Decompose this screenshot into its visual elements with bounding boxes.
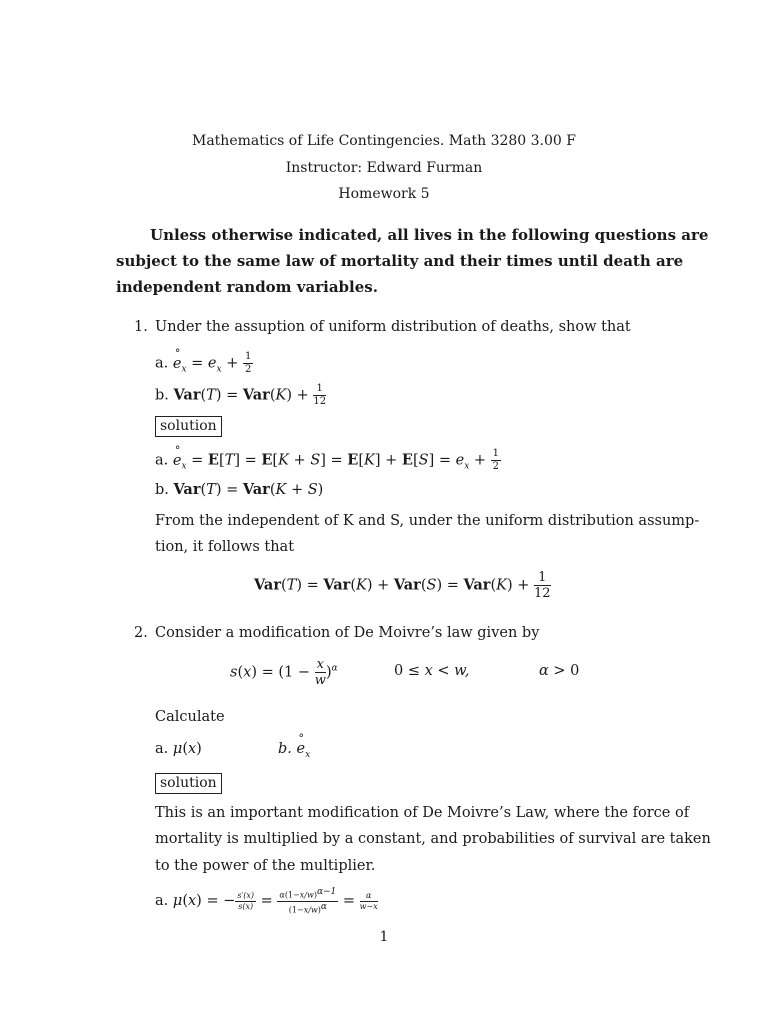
q1-part-a: a. ° $e_x = e_x$ + $\frac{1}{2}$ xyxy=(155,352,253,375)
q2-paragraph-line-1: This is an important modification of De Moivre’s Law, where the force of xyxy=(155,805,690,821)
q2-solution-box xyxy=(155,772,222,791)
q1-a-label: a. xyxy=(155,355,169,372)
q1-solution-b: b. Var(T) = Var(K + S) xyxy=(155,481,324,498)
q2-domain-condition: 0 ≤ x < w, xyxy=(394,663,470,679)
q2-calculate: Calculate xyxy=(155,709,225,725)
q1-sol-a-label: a. xyxy=(155,452,169,469)
q2-number: 2. xyxy=(134,625,148,641)
course-title: Mathematics of Life Contingencies. Math 3280 3.00 F xyxy=(192,133,576,149)
q2-part-a: a. μ(x) xyxy=(155,741,202,757)
page-number: 1 xyxy=(379,929,389,945)
q2-paragraph-line-3: to the power of the multiplier. xyxy=(155,858,376,874)
homework-title: Homework 5 xyxy=(338,186,430,202)
q1-solution-box xyxy=(155,415,222,434)
q2-paragraph-line-2: mortality is multiplied by a constant, and probabilities of survival are taken xyxy=(155,831,711,847)
q2-survival-function: s(x) = (1 − $\frac{x}{w}$ )$^\alpha$ xyxy=(230,657,338,688)
q1-number: 1. xyxy=(134,319,148,335)
q1-solution-label: solution xyxy=(155,416,222,437)
intro-line-2: subject to the same law of mortality and their times until death are xyxy=(116,252,684,270)
q1-solution-a: a. ° $e_x = E[T] = E[K + S] = E[K] + E[S] = e_x$ + $\frac{1}{2}$ xyxy=(155,449,501,472)
q1-paragraph-line-1: From the independent of K and S, under the uniform distribution assump- xyxy=(155,513,700,529)
q1-display-equation: Var(T) = Var(K) + Var(S) = Var(K) + $\frac{1}{12}$ xyxy=(254,570,551,601)
q2-sol-a-label: a. xyxy=(155,893,169,910)
q1-b-label: b. xyxy=(155,387,169,404)
q2-solution-label: solution xyxy=(155,773,222,794)
q1-text: Under the assuption of uniform distribution of deaths, show that xyxy=(155,319,631,335)
q1-sol-b-label: b. xyxy=(155,482,169,498)
q2-a-label: a. xyxy=(155,741,169,757)
q1-part-b: b. Var(T) = Var(K) + $\frac{1}{12}$ xyxy=(155,383,327,407)
q2-b-label: b. xyxy=(278,741,292,757)
intro-line-1: Unless otherwise indicated, all lives in the following questions are xyxy=(150,226,709,244)
q2-solution-a: a. μ(x) = − $\frac{s'(x)}{s(x)}$ = $\frac{\alpha(1-x/w)^{\alpha-1}}{(1-x/w)^\alpha}$ = $\frac{\alpha}{w-x}$ xyxy=(155,887,378,915)
q1-paragraph-line-2: tion, it follows that xyxy=(155,539,295,555)
q2-part-b: b. ° $e_x$ xyxy=(278,741,310,760)
instructor-line: Instructor: Edward Furman xyxy=(285,160,483,176)
intro-line-3: independent random variables. xyxy=(116,278,378,296)
q2-text: Consider a modification of De Moivre’s law given by xyxy=(155,625,540,641)
q2-alpha-condition: α > 0 xyxy=(539,663,580,679)
